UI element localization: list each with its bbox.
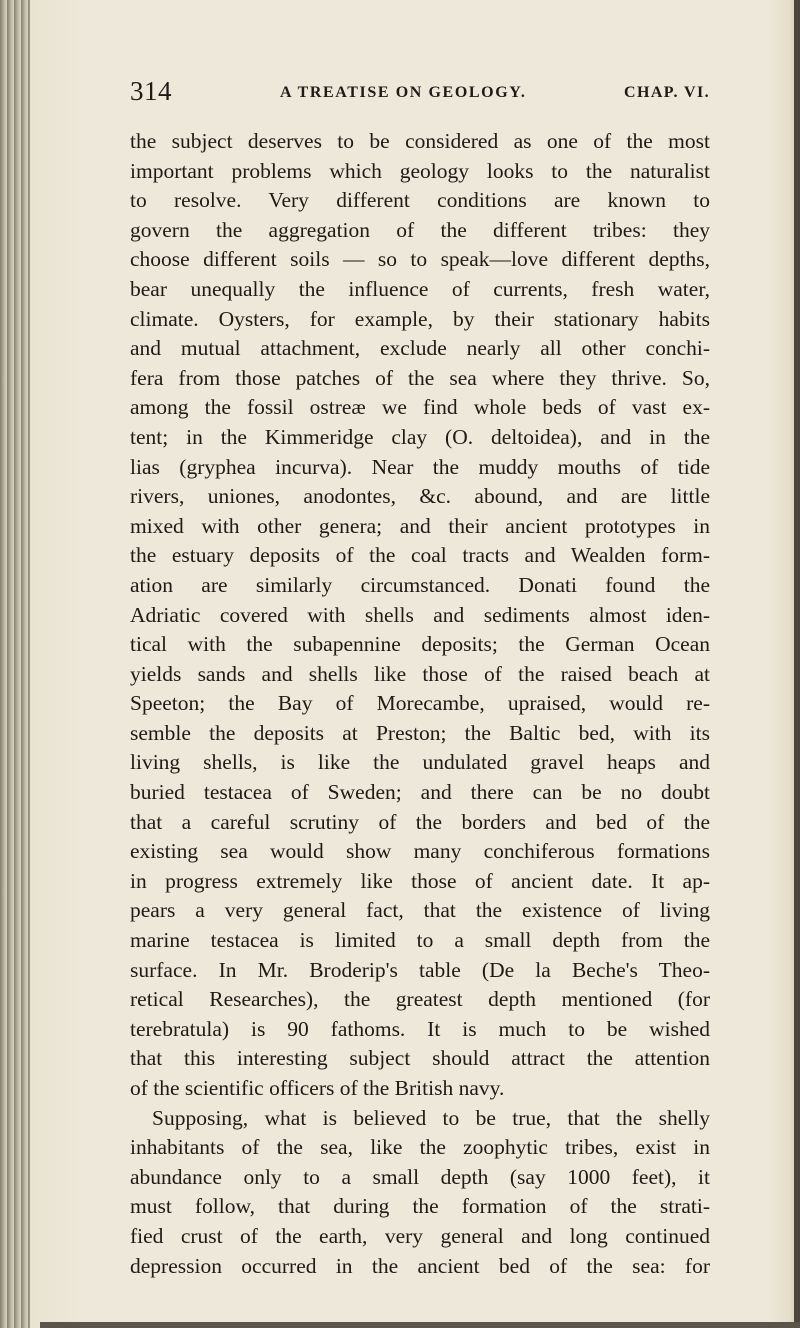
text-line: of the scientific officers of the British navy. [130,1076,505,1100]
text-line: abundance only to a small depth (say 1000 feet), it [130,1164,710,1189]
text-line: tical with the subapennine deposits; the German Ocean [130,632,710,657]
text-line: terebratula) is 90 fathoms. It is much to be wished [130,1016,710,1041]
page-bottom-edge [40,1322,800,1328]
text-line: that a careful scrutiny of the borders and bed of the [130,809,710,834]
text-line: lias (gryphea incurva). Near the muddy mouths of tide [130,454,710,479]
text-line: govern the aggregation of the different tribes: they [130,217,710,242]
text-line: choose different soils — so to speak—love different depths, [130,247,710,272]
text-line: to resolve. Very different conditions are known to [130,188,710,213]
text-line: fera from those patches of the sea where they thrive. So, [130,365,710,390]
text-line: bear unequally the influence of currents, fresh water, [130,276,710,301]
text-line: tent; in the Kimmeridge clay (O. deltoidea), and in the [130,424,710,449]
text-line: surface. In Mr. Broderip's table (De la Beche's Theo- [130,957,710,982]
text-line: mixed with other genera; and their ancient prototypes in [130,513,710,538]
text-line: Speeton; the Bay of Morecambe, upraised, would re- [130,691,710,716]
chapter-label: CHAP. VI. [624,84,710,101]
text-line: pears a very general fact, that the existence of living [130,898,710,923]
text-line: the estuary deposits of the coal tracts and Wealden form- [130,543,710,568]
page-right-edge [794,0,800,1328]
text-line: and mutual attachment, exclude nearly all other conchi- [130,336,710,361]
body-text [130,127,710,1281]
text-line: yields sands and shells like those of the raised beach at [130,661,710,686]
text-line: marine testacea is limited to a small depth from the [130,928,710,953]
text-line: the subject deserves to be considered as one of the most [130,129,710,153]
text-line: Supposing, what is believed to be true, that the shelly [152,1105,710,1130]
text-line: ation are similarly circumstanced. Donati found the [130,572,710,597]
text-line: buried testacea of Sweden; and there can be no doubt [130,780,710,805]
text-line: important problems which geology looks to the naturalist [130,158,710,183]
text-line: among the fossil ostreæ we find whole beds of vast ex- [130,395,710,420]
text-line: climate. Oysters, for example, by their stationary habits [130,306,710,331]
text-line: must follow, that during the formation of the strati- [130,1194,710,1219]
text-line: fied crust of the earth, very general and long continued [130,1223,710,1248]
book-binding-edge [0,0,30,1328]
text-line: in progress extremely like those of ancient date. It ap- [130,868,710,893]
page-number: 314 [130,76,172,106]
text-line: Adriatic covered with shells and sediments almost iden- [130,602,710,627]
text-line: rivers, uniones, anodontes, &c. abound, and are little [130,484,710,509]
text-line: inhabitants of the sea, like the zoophytic tribes, exist in [130,1135,710,1160]
text-line: living shells, is like the undulated gravel heaps and [130,750,710,775]
running-title: A TREATISE ON GEOLOGY. [280,84,527,101]
text-line: existing sea would show many conchiferous formations [130,839,710,864]
text-line: depression occurred in the ancient bed of the sea: for [130,1253,710,1278]
text-line: retical Researches), the greatest depth mentioned (for [130,987,710,1012]
text-line: semble the deposits at Preston; the Baltic bed, with its [130,720,710,745]
running-header [130,76,710,110]
text-line: that this interesting subject should attract the attention [130,1046,710,1071]
